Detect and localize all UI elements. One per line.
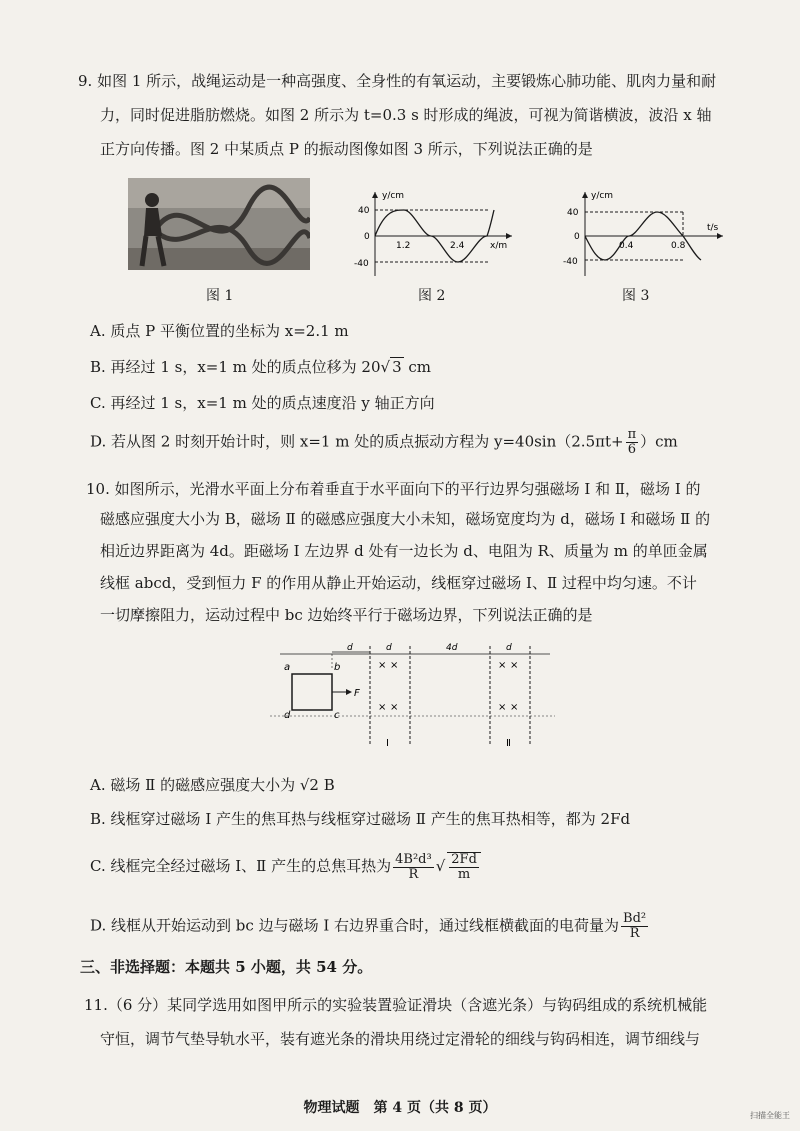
fig3-tick-0: 0 — [574, 232, 580, 242]
q11-line2: 守恒，调节气垫导轨水平，装有遮光条的滑块用绕过定滑轮的细线与钩码相连，调节细线与 — [100, 1030, 701, 1048]
q10-line3: 相近边界距离为 4d。距磁场 Ⅰ 左边界 d 处有一边长为 d、电阻为 R、质量为 m 的单匝金属 — [100, 542, 708, 560]
fig3-tick-0.8: 0.8 — [671, 241, 686, 251]
scanner-watermark: 扫描全能王 — [750, 1111, 790, 1120]
region-1-label: Ⅰ — [386, 738, 389, 749]
fig2-wave-graph — [340, 188, 520, 278]
q9-line3: 正方向传播。图 2 中某质点 P 的振动图像如图 3 所示，下列说法正确的是 — [100, 140, 593, 158]
fig2-tick-neg40: -40 — [354, 259, 369, 269]
field2-cross: × — [510, 702, 519, 713]
field1-cross: × — [390, 660, 399, 671]
fig2-xlabel: x/m — [490, 241, 508, 251]
fig2-tick-1.2: 1.2 — [396, 241, 411, 251]
fig3-vibration-graph — [555, 188, 730, 278]
q9-option-c: C. 再经过 1 s，x=1 m 处的质点速度沿 y 轴正方向 — [90, 394, 435, 412]
dim-d1: d — [347, 643, 353, 653]
q10-line2: 磁感应强度大小为 B，磁场 Ⅱ 的磁感应强度大小未知，磁场宽度均为 d，磁场 Ⅰ 和磁场 Ⅱ 的 — [100, 510, 711, 528]
region-2-label: Ⅱ — [506, 738, 511, 749]
fig2-ylabel: y/cm — [382, 191, 405, 201]
field1-cross: × — [378, 702, 387, 713]
corner-d: d — [284, 710, 291, 721]
q10-magnetic-field-diagram — [270, 640, 560, 752]
field1-cross: × — [378, 660, 387, 671]
q10-option-a: A. 磁场 Ⅱ 的磁感应强度大小为 √2 B — [90, 776, 335, 794]
q11-line1: 11.（6 分）某同学选用如图甲所示的实验装置验证滑块（含遮光条）与钩码组成的系统机械能 — [84, 996, 708, 1014]
corner-b: b — [334, 662, 341, 673]
fig1-caption: 图 1 — [206, 288, 234, 304]
corner-c: c — [334, 710, 340, 721]
fig2-tick-2.4: 2.4 — [450, 241, 465, 251]
q10-option-b: B. 线框穿过磁场 Ⅰ 产生的焦耳热与线框穿过磁场 Ⅱ 产生的焦耳热相等，都为 2Fd — [90, 810, 631, 828]
field1-cross: × — [390, 702, 399, 713]
q9-option-a: A. 质点 P 平衡位置的坐标为 x=2.1 m — [90, 322, 349, 340]
fig1-battle-rope-photo — [128, 178, 310, 270]
q10-line4: 线框 abcd，受到恒力 F 的作用从静止开始运动，线框穿过磁场 Ⅰ、Ⅱ 过程中均匀速。不计 — [100, 574, 697, 592]
fig2-tick-0: 0 — [364, 232, 370, 242]
q9-option-b: B. 再经过 1 s，x=1 m 处的质点位移为 20√ 3 cm — [90, 358, 432, 376]
q10-option-c: C. 线框完全经过磁场 Ⅰ、Ⅱ 产生的总焦耳热为 $\frac{\text{4B²d³}}{R}$ √ $\frac{2Fd}{m}$ — [90, 852, 483, 882]
dim-4d: 4d — [446, 643, 458, 653]
fig3-ylabel: y/cm — [591, 191, 614, 201]
dim-d3: d — [506, 643, 512, 653]
fig2-tick-40: 40 — [358, 206, 370, 216]
q10-line5: 一切摩擦阻力，运动过程中 bc 边始终平行于磁场边界，下列说法正确的是 — [100, 606, 593, 624]
fig3-tick-neg40: -40 — [563, 257, 578, 267]
fig3-xlabel: t/s — [707, 223, 719, 233]
field2-cross: × — [498, 702, 507, 713]
q10-line1: 10. 如图所示，光滑水平面上分布着垂直于水平面向下的平行边界匀强磁场 Ⅰ 和 Ⅱ，磁场 Ⅰ 的 — [86, 480, 701, 498]
q9-line1: 9. 如图 1 所示，战绳运动是一种高强度、全身性的有氧运动，主要锻炼心肺功能、肌肉力量和耐 — [78, 72, 717, 90]
fig3-tick-0.4: 0.4 — [619, 241, 634, 251]
q9-line2: 力，同时促进脂肪燃烧。如图 2 所示为 t=0.3 s 时形成的绳波，可视为简谐横波，波沿 x 轴 — [100, 106, 712, 124]
q9-option-d: D. 若从图 2 时刻开始计时，则 x=1 m 处的质点振动方程为 y=40sin（2.5πt+ $\frac{\pi}{6}$ ）cm — [90, 427, 678, 457]
page-footer: 物理试题 第 4 页（共 8 页） — [303, 1100, 497, 1116]
fig3-caption: 图 3 — [622, 288, 650, 304]
loop-abcd — [292, 674, 332, 710]
field2-cross: × — [510, 660, 519, 671]
corner-a: a — [284, 662, 291, 673]
force-label: F — [354, 688, 360, 699]
fig2-caption: 图 2 — [418, 288, 446, 304]
q10-option-d: D. 线框从开始运动到 bc 边与磁场 Ⅰ 右边界重合时，通过线框横截面的电荷量为 $\frac{\text{Bd²}}{R}$ — [90, 911, 647, 941]
fig3-tick-40: 40 — [567, 208, 579, 218]
field2-cross: × — [498, 660, 507, 671]
section-3-heading: 三、非选择题：本题共 5 小题，共 54 分。 — [80, 958, 373, 976]
dim-d2: d — [386, 643, 392, 653]
